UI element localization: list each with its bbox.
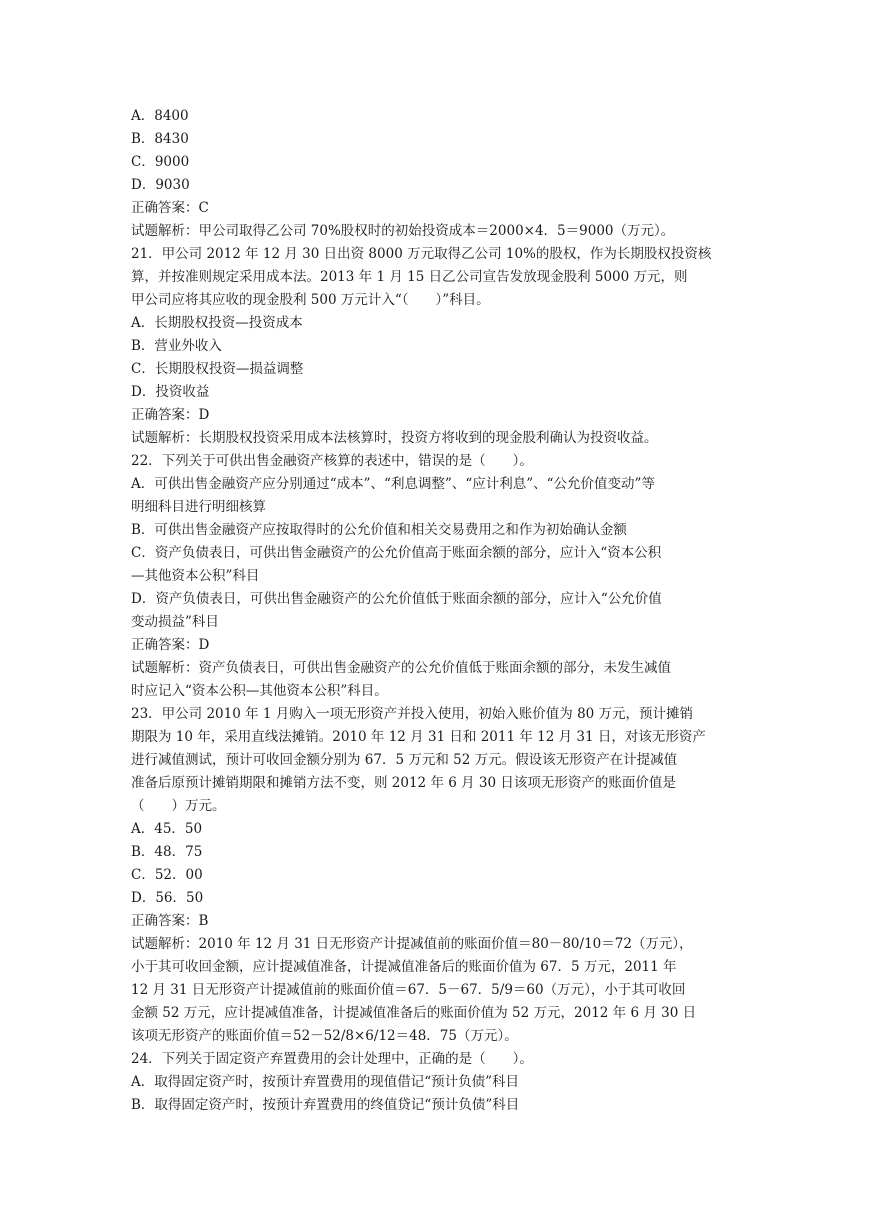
text-line: 进行减值测试，预计可收回金额分别为 67．5 万元和 52 万元。假设该无形资产在计提减值	[131, 752, 678, 768]
text-line: B．8430	[131, 131, 189, 147]
text-line: A．8400	[131, 108, 189, 124]
text-line: 正确答案：D	[131, 637, 210, 653]
text-line: 正确答案：C	[131, 200, 209, 216]
text-line: C．9000	[131, 154, 190, 170]
text-line: B．可供出售金融资产应按取得时的公允价值和相关交易费用之和作为初始确认金额	[131, 522, 627, 538]
text-line: 该项无形资产的账面价值＝52－52/8×6/12＝48．75（万元）。	[131, 1028, 518, 1044]
text-line: 正确答案：D	[131, 407, 210, 423]
text-line: （ ）万元。	[131, 798, 226, 814]
text-line: A．长期股权投资—投资成本	[131, 315, 303, 331]
text-line: 小于其可收回金额，应计提减值准备，计提减值准备后的账面价值为 67．5 万元，2011 年	[131, 959, 677, 975]
document-page	[131, 105, 743, 1117]
text-line: 变动损益”科目	[131, 614, 219, 630]
text-line: D．资产负债表日，可供出售金融资产的公允价值低于账面余额的部分，应计入“公允价值	[131, 591, 662, 607]
text-line: 明细科目进行明细核算	[131, 499, 266, 515]
text-line: 12 月 31 日无形资产计提减值前的账面价值＝67．5－67．5/9＝60（万元），小于其可收回	[131, 982, 686, 998]
text-line: 试题解析：2010 年 12 月 31 日无形资产计提减值前的账面价值＝80－80/10＝72（万元），	[131, 936, 693, 952]
text-line: D．56．50	[131, 890, 204, 906]
text-line: 试题解析：长期股权投资采用成本法核算时，投资方将收到的现金股利确认为投资收益。	[131, 430, 658, 446]
text-line: 准备后原预计摊销期限和摊销方法不变，则 2012 年 6 月 30 日该项无形资产的账面价值是	[131, 775, 676, 791]
text-line: 22．下列关于可供出售金融资产核算的表述中，错误的是（ ）。	[131, 453, 533, 469]
text-line: 期限为 10 年，采用直线法摊销。2010 年 12 月 31 日和 2011 年 12 月 31 日，对该无形资产	[131, 729, 706, 745]
text-line: A．45．50	[131, 821, 203, 837]
text-line: 甲公司应将其应收的现金股利 500 万元计入“（ ）”科目。	[131, 292, 490, 308]
text-line: 21．甲公司 2012 年 12 月 30 日出资 8000 万元取得乙公司 10%的股权，作为长期股权投资核	[131, 246, 712, 262]
text-line: A．取得固定资产时，按预计弃置费用的现值借记“预计负债”科目	[131, 1074, 520, 1090]
text-line: D．9030	[131, 177, 190, 193]
text-line: 试题解析：资产负债表日，可供出售金融资产的公允价值低于账面余额的部分，未发生减值	[131, 660, 671, 676]
text-line: C．52．00	[131, 867, 203, 883]
text-line: A．可供出售金融资产应分别通过“成本”、“利息调整”、“应计利息”、“公允价值变动”等	[131, 476, 655, 492]
text-line: B．取得固定资产时，按预计弃置费用的终值贷记“预计负债”科目	[131, 1097, 520, 1113]
text-line: 24．下列关于固定资产弃置费用的会计处理中，正确的是（ ）。	[131, 1051, 533, 1067]
text-line: —其他资本公积”科目	[131, 568, 260, 584]
text-line: B．48．75	[131, 844, 203, 860]
text-line: C．资产负债表日，可供出售金融资产的公允价值高于账面余额的部分，应计入“资本公积	[131, 545, 662, 561]
text-line: B．营业外收入	[131, 338, 222, 354]
text-line: 金额 52 万元，应计提减值准备，计提减值准备后的账面价值为 52 万元，2012 年 6 月 30 日	[131, 1005, 697, 1021]
text-line: 正确答案：B	[131, 913, 209, 929]
text-line: 时应记入“资本公积—其他资本公积”科目。	[131, 683, 388, 699]
text-line: 算，并按准则规定采用成本法。2013 年 1 月 15 日乙公司宣告发放现金股利 5000 万元，则	[131, 269, 688, 285]
text-line: 23．甲公司 2010 年 1 月购入一项无形资产并投入使用，初始入账价值为 80 万元，预计摊销	[131, 706, 694, 722]
text-line: D．投资收益	[131, 384, 210, 400]
text-line: 试题解析：甲公司取得乙公司 70%股权时的初始投资成本＝2000×4．5＝9000（万元）。	[131, 223, 675, 239]
text-line: C．长期股权投资—损益调整	[131, 361, 304, 377]
